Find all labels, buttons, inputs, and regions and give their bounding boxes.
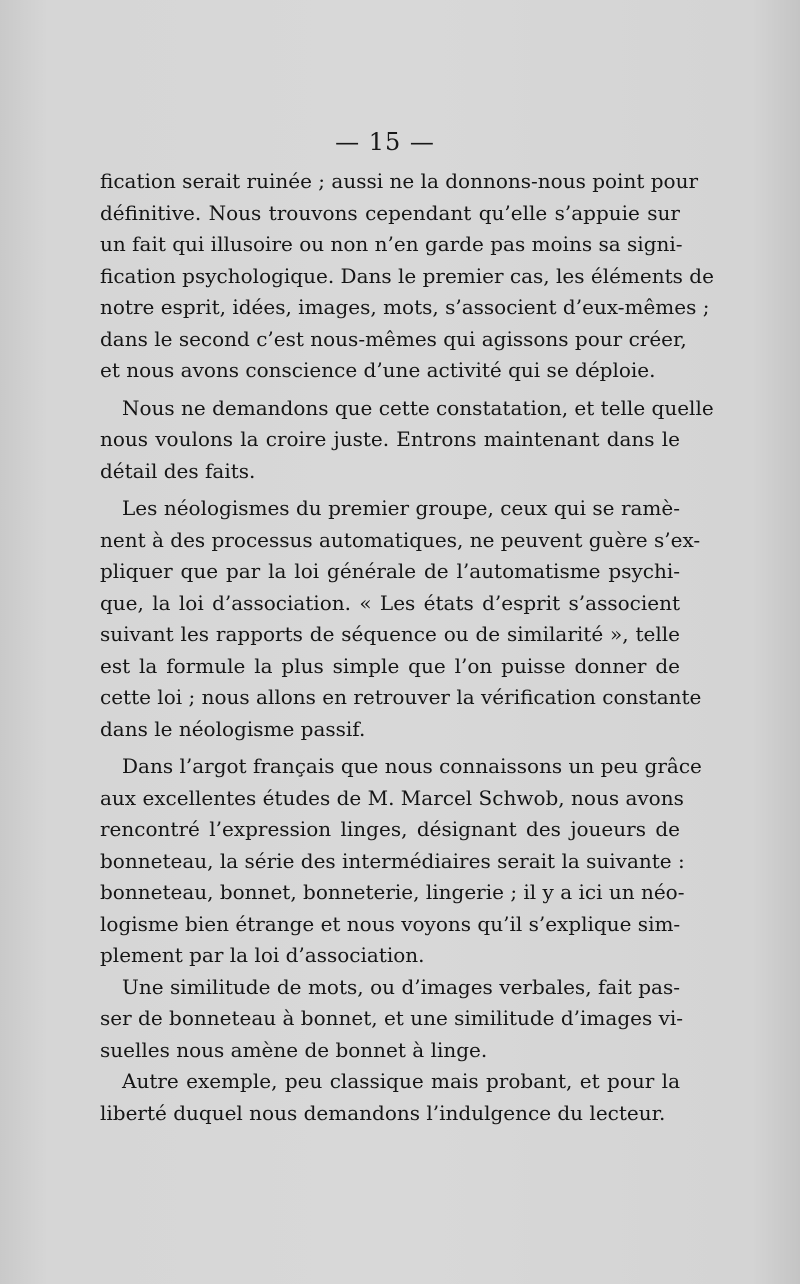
page-number: — 15 —	[335, 128, 435, 156]
paragraph	[100, 166, 714, 387]
text-line: que, la loi d’association. « Les états d’esprit s’associent	[100, 590, 680, 615]
text-line: pliquer que par la loi générale de l’automatisme psychi-	[100, 559, 680, 583]
text-line: logisme bien étrange et nous voyons qu’il s’explique sim-	[100, 911, 681, 936]
paragraph	[100, 393, 714, 488]
text-line: dans le second c’est nous-mêmes qui agissons pour créer,	[100, 326, 687, 351]
paragraph	[100, 751, 702, 972]
text-line: détail des faits.	[100, 458, 256, 483]
paragraph	[100, 972, 684, 1067]
text-line: liberté duquel nous demandons l’indulgence du lecteur.	[100, 1100, 666, 1125]
text-line: nent à des processus automatiques, ne peuvent guère s’ex-	[100, 527, 701, 552]
text-line: Une similitude de mots, ou d’images verbales, fait pas-	[122, 974, 680, 999]
paragraph	[100, 1066, 680, 1129]
text-line: plement par la loi d’association.	[100, 943, 425, 967]
text-line: fication psychologique. Dans le premier cas, les éléments de	[100, 263, 714, 288]
text-line: un fait qui illusoire ou non n’en garde pas moins sa signi-	[100, 232, 683, 256]
text-line: cette loi ; nous allons en retrouver la vérification constante	[100, 685, 702, 709]
body-text	[100, 166, 714, 1129]
text-line: définitive. Nous trouvons cependant qu’elle s’appuie sur	[100, 200, 680, 225]
text-line: rencontré l’expression linges, désignant des joueurs de	[100, 817, 680, 841]
text-line: nous voulons la croire juste. Entrons maintenant dans le	[100, 427, 680, 451]
text-line: suivant les rapports de séquence ou de similarité », telle	[100, 622, 680, 646]
text-line: suelles nous amène de bonnet à linge.	[100, 1037, 488, 1062]
text-line: Autre exemple, peu classique mais probant, et pour la	[122, 1069, 680, 1093]
text-line: notre esprit, idées, images, mots, s’associent d’eux-mêmes ;	[100, 295, 710, 319]
text-line: est la formule la plus simple que l’on puisse donner de	[100, 653, 680, 678]
text-line: dans le néologisme passif.	[100, 716, 366, 741]
text-line: Les néologismes du premier groupe, ceux qui se ramè-	[122, 496, 680, 520]
text-line: aux excellentes études de M. Marcel Schwob, nous avons	[100, 785, 684, 810]
text-line: Nous ne demandons que cette constatation, et telle quelle	[122, 395, 714, 420]
text-line: fication serait ruinée ; aussi ne la donnons-nous point pour	[100, 169, 699, 193]
text-line: bonneteau, la série des intermédiaires serait la suivante :	[100, 848, 685, 873]
paragraph	[100, 493, 702, 745]
text-line: bonneteau, bonnet, bonneterie, lingerie ; il y a ici un néo-	[100, 880, 685, 904]
text-line: ser de bonneteau à bonnet, et une similitude d’images vi-	[100, 1006, 684, 1030]
text-line: et nous avons conscience d’une activité qui se déploie.	[100, 358, 656, 382]
text-line: Dans l’argot français que nous connaissons un peu grâce	[122, 754, 702, 778]
